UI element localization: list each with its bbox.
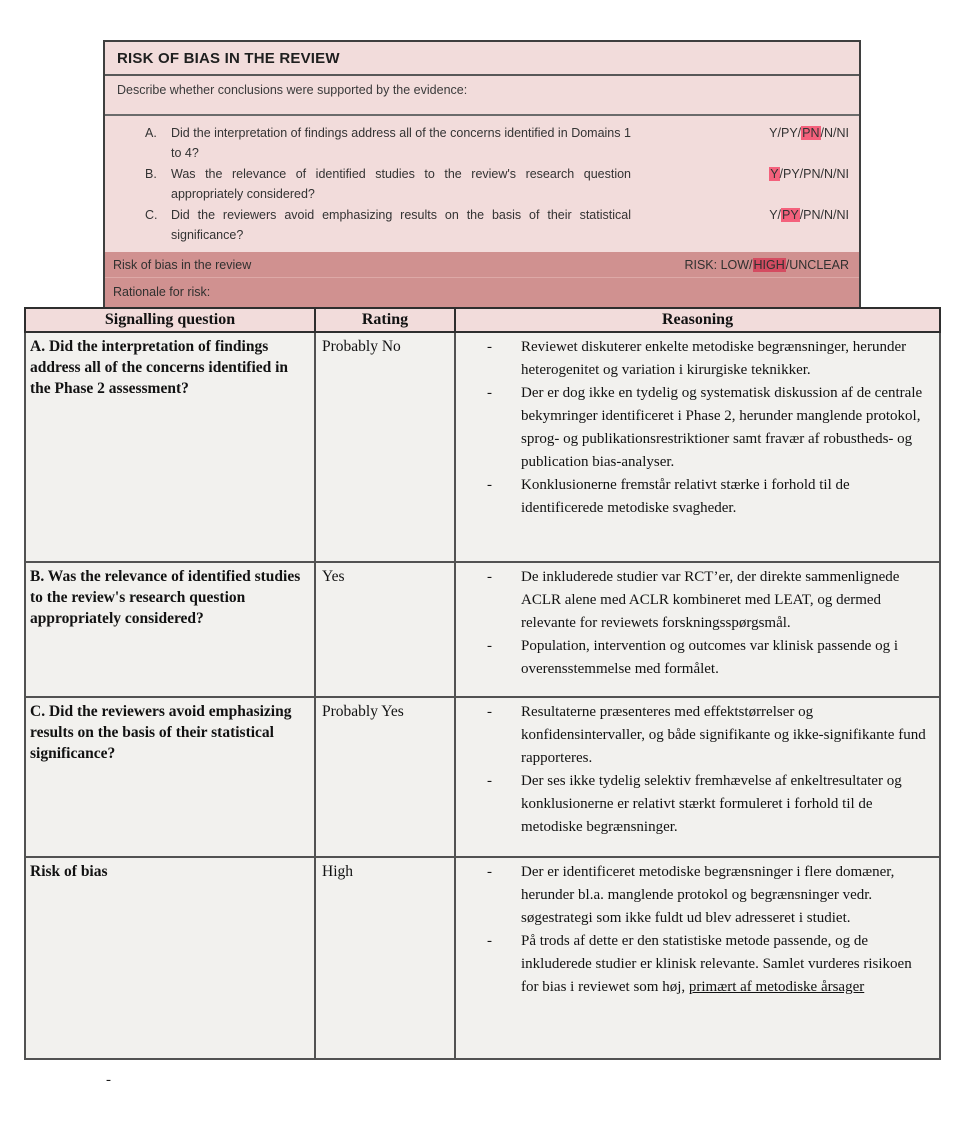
table-header-row (25, 308, 940, 332)
question-answer-options (631, 205, 859, 225)
reasoning-cell (455, 332, 940, 562)
form-question-list (105, 116, 859, 252)
bullet-dash-marker: - (487, 864, 492, 880)
column-header-signalling-question: Signalling question (25, 308, 315, 332)
form-question-item-C (105, 205, 859, 245)
table-row (25, 562, 940, 697)
bullet-text: På trods af dette er den statistiske metode passende, og de inkluderede studier er klinisk relevante. Samlet vurderes risikoen for bias i reviewet som høj, primært af metodiske årsager (521, 933, 912, 995)
rationale-row: Rationale for risk: (105, 278, 859, 312)
reasoning-bullet (456, 701, 933, 770)
form-question-item-A (105, 123, 859, 163)
form-subtitle: Describe whether conclusions were supported by the evidence: (105, 76, 859, 116)
rating-cell: Yes (315, 562, 455, 697)
table-row (25, 697, 940, 857)
question-letter: A. (145, 126, 157, 140)
question-letter: B. (145, 167, 157, 181)
bullet-text: Der er dog ikke en tydelig og systematisk diskussion af de centrale bekymringer identificeret i Phase 2, herunder manglende protokol, sprog- og publikationsrestriktioner samt fravær af robustheds- og publication bias-analyser. (521, 385, 923, 470)
answer-option-text: Y/ (769, 208, 781, 222)
signalling-question-cell: Risk of bias (25, 857, 315, 1059)
column-header-rating: Rating (315, 308, 455, 332)
highlighted-answer: Y (770, 167, 779, 181)
question-answer-options (631, 123, 859, 143)
bullet-text: Population, intervention og outcomes var klinisk passende og i overensstemmelse med formålet. (521, 638, 899, 677)
rating-cell: Probably No (315, 332, 455, 562)
bullet-dash-marker: - (487, 638, 492, 654)
answer-option-text: /PN/N/NI (799, 208, 849, 222)
table-row (25, 857, 940, 1059)
underlined-text: primært af metodiske årsager (688, 979, 865, 995)
reasoning-cell (455, 857, 940, 1059)
reasoning-bullet (456, 635, 933, 681)
rating-cell: Probably Yes (315, 697, 455, 857)
bullet-dash-marker: - (487, 704, 492, 720)
review-assessment-table (24, 307, 941, 1060)
reasoning-cell (455, 697, 940, 857)
reasoning-bullet (456, 474, 933, 520)
answer-option-text: Y/PY/ (769, 126, 802, 140)
bullet-text: Der ses ikke tydelig selektiv fremhævelse af enkeltresultater og konklusionerne er relativt stærkt formuleret i forhold til de metodiske begrænsninger. (521, 773, 902, 835)
answer-option-text: /PY/PN/N/NI (779, 167, 849, 181)
reasoning-bullet (456, 770, 933, 839)
form-title: RISK OF BIAS IN THE REVIEW (105, 42, 859, 76)
question-answer-options (631, 164, 859, 184)
signalling-question-cell: C. Did the reviewers avoid emphasizing results on the basis of their statistical significance? (25, 697, 315, 857)
risk-summary-value (684, 258, 849, 272)
stray-list-dash: - (106, 1072, 111, 1088)
bullet-text: Der er identificeret metodiske begrænsninger i flere domæner, herunder bl.a. manglende protokol og begrænsninger vedr. søgestrategi som ikke fuldt ud blev adresseret i studiet. (521, 864, 895, 926)
bullet-dash-marker: - (487, 569, 492, 585)
reasoning-bullet (456, 930, 933, 999)
reasoning-bullet (456, 566, 933, 635)
highlighted-answer: PN (802, 126, 820, 140)
bullet-dash-marker: - (487, 477, 492, 493)
reasoning-bullet (456, 336, 933, 382)
answer-option-text: RISK: LOW/ (684, 258, 753, 272)
table-row (25, 332, 940, 562)
reasoning-bullet (456, 382, 933, 474)
bullet-dash-marker: - (487, 773, 492, 789)
column-header-reasoning: Reasoning (455, 308, 940, 332)
rating-cell: High (315, 857, 455, 1059)
bullet-text: Resultaterne præsenteres med effektstørrelser og konfidensintervaller, og både signifikante og ikke-signifikante fund rapporteres. (521, 704, 926, 766)
reasoning-cell (455, 562, 940, 697)
question-text: Did the interpretation of findings address all of the concerns identified in Domains 1 to 4? (171, 126, 631, 160)
bullet-text: Reviewet diskuterer enkelte metodiske begrænsninger, herunder heterogenitet og variation i kirurgiske teknikker. (521, 339, 907, 378)
bullet-dash-marker: - (487, 339, 492, 355)
signalling-question-cell: A. Did the interpretation of findings address all of the concerns identified in the Phase 2 assessment? (25, 332, 315, 562)
form-question-item-B (105, 164, 859, 204)
bullet-text: Konklusionerne fremstår relativt stærke i forhold til de identificerede metodiske svagheder. (521, 477, 850, 516)
bullet-text: De inkluderede studier var RCT’er, der direkte sammenlignede ACLR alene med ACLR kombineret med LEAT, og dermed relevante for reviewets forskningsspørgsmål. (521, 569, 900, 631)
risk-summary-row (105, 252, 859, 278)
bullet-dash-marker: - (487, 933, 492, 949)
reasoning-bullet (456, 861, 933, 930)
signalling-question-cell: B. Was the relevance of identified studies to the review's research question appropriately considered? (25, 562, 315, 697)
answer-option-text: /N/NI (820, 126, 849, 140)
question-letter: C. (145, 208, 158, 222)
highlighted-answer: PY (782, 208, 799, 222)
risk-of-bias-form (103, 40, 861, 314)
risk-summary-label: Risk of bias in the review (113, 258, 252, 272)
question-text: Was the relevance of identified studies to the review's research question appropriately considered? (171, 167, 631, 201)
question-text: Did the reviewers avoid emphasizing results on the basis of their statistical significance? (171, 208, 631, 242)
answer-option-text: /UNCLEAR (785, 258, 849, 272)
bullet-dash-marker: - (487, 385, 492, 401)
highlighted-answer: HIGH (753, 258, 785, 272)
